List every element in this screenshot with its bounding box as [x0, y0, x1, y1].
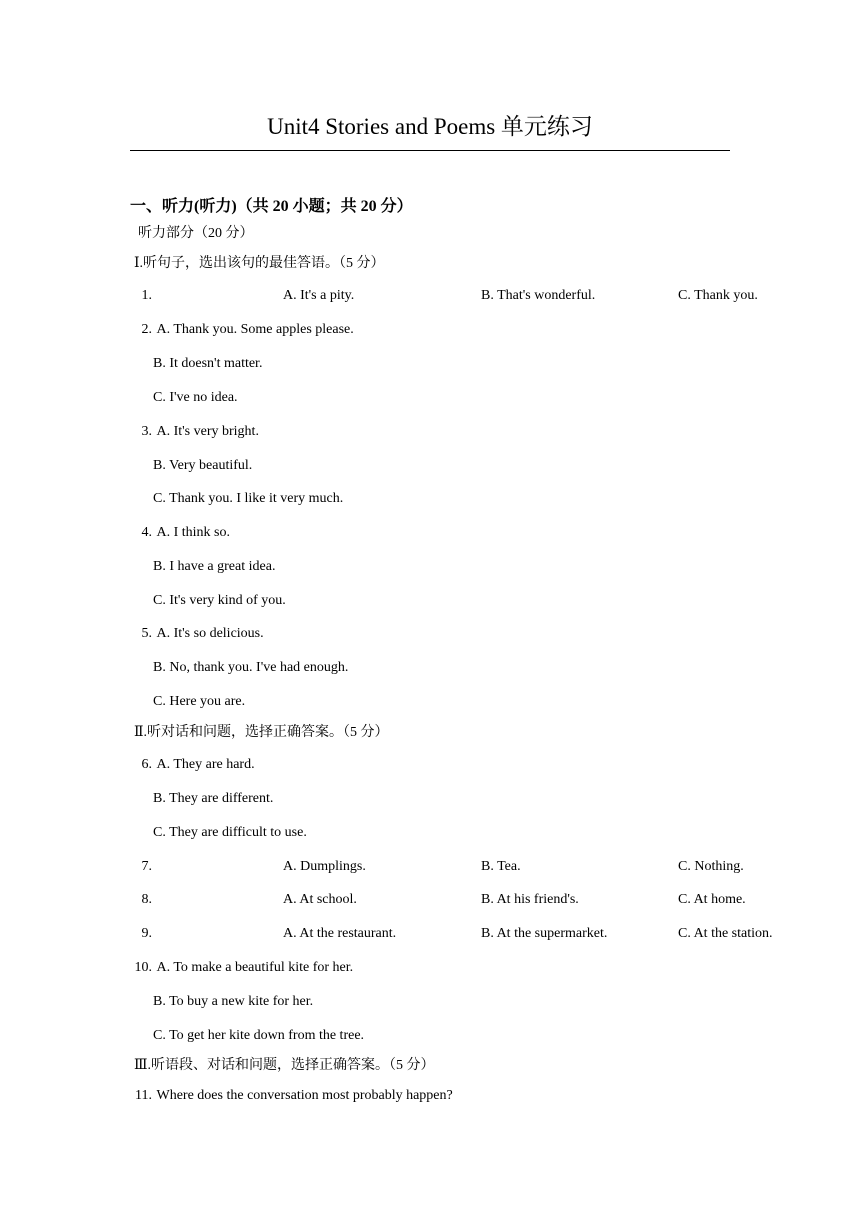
option-b: B. That's wonderful. [481, 288, 596, 303]
question-3-option-b: B. Very beautiful. [153, 458, 253, 473]
question-number: 7. [141, 859, 152, 874]
option-a: A. At school. [283, 892, 357, 907]
question-10-option-b: B. To buy a new kite for her. [153, 994, 314, 1009]
question-number: 2. [141, 322, 152, 337]
part-1-instruction: Ⅰ.听句子，选出该句的最佳答语。（5 分） [134, 256, 385, 271]
question-1 [130, 287, 758, 305]
option-a: A. Dumplings. [283, 859, 366, 874]
question-3 [130, 423, 259, 441]
option-a: A. At the restaurant. [283, 926, 397, 941]
question-10 [130, 959, 353, 977]
question-5-option-b: B. No, thank you. I've had enough. [153, 660, 349, 675]
option-a: A. They are hard. [156, 757, 255, 772]
part-3-instruction: Ⅲ.听语段、对话和问题，选择正确答案。（5 分） [134, 1058, 435, 1073]
question-7 [130, 858, 744, 876]
option-a: A. Thank you. Some apples please. [156, 322, 354, 337]
question-text: Where does the conversation most probably happen? [156, 1088, 453, 1103]
option-a: A. To make a beautiful kite for her. [156, 960, 354, 975]
question-number: 8. [141, 892, 152, 907]
question-10-option-c: C. To get her kite down from the tree. [153, 1028, 365, 1043]
question-6-option-b: B. They are different. [153, 791, 274, 806]
question-5 [130, 625, 264, 643]
question-number: 4. [141, 525, 152, 540]
question-4-option-b: B. I have a great idea. [153, 559, 276, 574]
question-5-option-c: C. Here you are. [153, 694, 246, 709]
question-number: 5. [141, 626, 152, 641]
option-a: A. It's a pity. [283, 288, 355, 303]
part-2-instruction: Ⅱ.听对话和问题，选择正确答案。（5 分） [134, 725, 389, 740]
option-a: A. It's so delicious. [156, 626, 264, 641]
document-title: Unit4 Stories and Poems 单元练习 [267, 114, 593, 139]
option-b: B. At his friend's. [481, 892, 579, 907]
question-8 [130, 891, 746, 909]
question-2-option-b: B. It doesn't matter. [153, 356, 263, 371]
option-a: A. It's very bright. [156, 424, 259, 439]
question-number: 11. [135, 1088, 152, 1103]
option-c: C. Nothing. [678, 859, 744, 874]
option-a: A. I think so. [156, 525, 230, 540]
option-c: C. At the station. [678, 926, 773, 941]
option-c: C. Thank you. [678, 288, 758, 303]
question-4 [130, 524, 230, 542]
title-rule [130, 150, 730, 151]
question-11 [130, 1087, 453, 1105]
question-6-option-c: C. They are difficult to use. [153, 825, 307, 840]
section-subheading: 听力部分（20 分） [138, 226, 254, 241]
question-number: 10. [134, 960, 152, 975]
section-heading: 一、听力(听力)（共 20 小题；共 20 分） [130, 198, 413, 215]
question-4-option-c: C. It's very kind of you. [153, 593, 286, 608]
question-number: 3. [141, 424, 152, 439]
question-2-option-c: C. I've no idea. [153, 390, 238, 405]
question-number: 6. [141, 757, 152, 772]
option-b: B. Tea. [481, 859, 521, 874]
question-number: 9. [141, 926, 152, 941]
question-3-option-c: C. Thank you. I like it very much. [153, 491, 344, 506]
question-number: 1. [141, 288, 152, 303]
question-9 [130, 925, 773, 943]
option-c: C. At home. [678, 892, 746, 907]
question-6 [130, 756, 255, 774]
question-2 [130, 321, 354, 339]
option-b: B. At the supermarket. [481, 926, 608, 941]
